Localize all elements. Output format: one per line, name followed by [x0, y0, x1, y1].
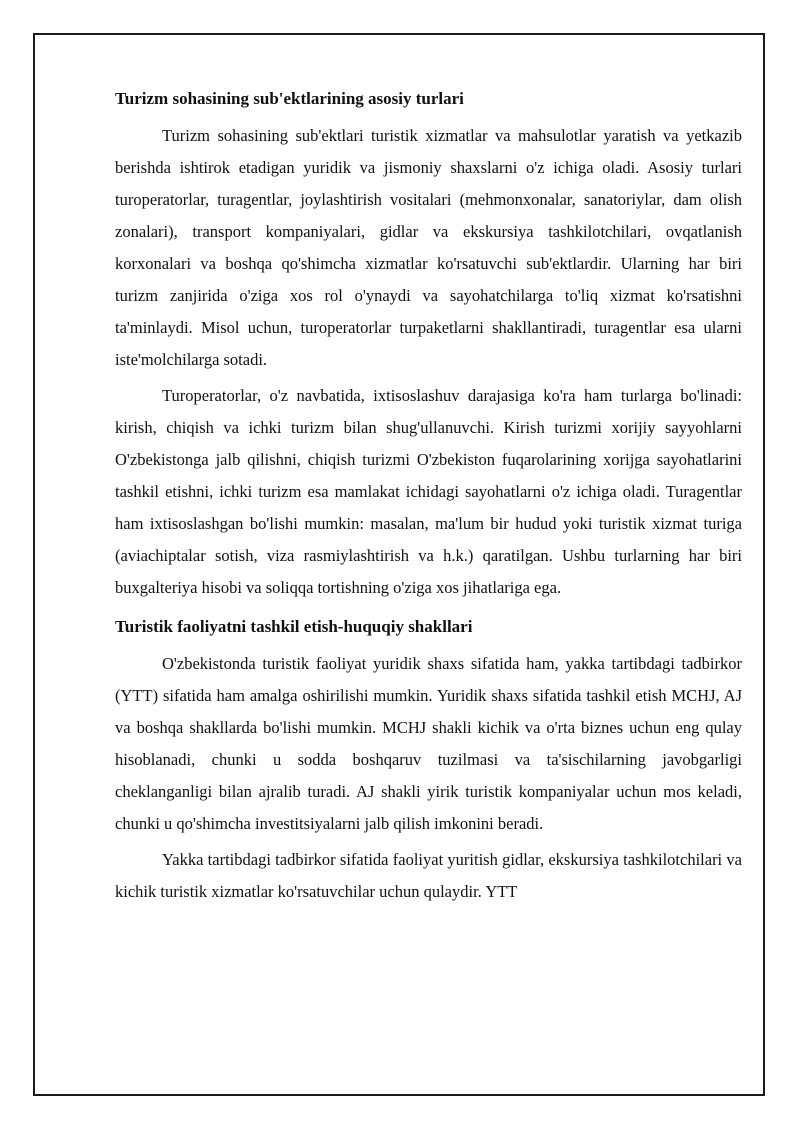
paragraph-individual-entrepreneur: Yakka tartibdagi tadbirkor sifatida faoliyat yuritish gidlar, ekskursiya tashkilotchilari va kichik turistik xizmatlar ko'rsatuvchilar uchun qulaydir. YTT — [115, 850, 742, 901]
section-heading-legal-forms: Turistik faoliyatni tashkil etish-huquqiy shakllari — [115, 617, 473, 636]
paragraph-tour-operator-specialization: Turoperatorlar, o'z navbatida, ixtisoslashuv darajasiga ko'ra ham turlarga bo'linadi: kirish, chiqish va ichki turizm bilan shug'ullanuvchi. Kirish turizmi xorijiy sayyohlarni O'zbekistonga jalb qilishni, chiqish turizmi O'zbekiston fuqarolarining xorijga sayohatlarini tashkil etishni, ichki turizm esa mamlakat ichidagi sayohatlarni o'z ichiga oladi. Turagentlar ham ixtisoslashgan bo'lishi mumkin: masalan, ma'lum bir hudud yoki turistik xizmat turiga (aviachiptalar sotish, viza rasmiylashtirish va h.k.) qaratilgan. Ushbu turlarning har biri buxgalteriya hisobi va soliqqa tortishning o'ziga xos jihatlariga ega. — [115, 386, 742, 597]
paragraph-legal-forms-intro: O'zbekistonda turistik faoliyat yuridik shaxs sifatida ham, yakka tartibdagi tadbirkor (YTT) sifatida ham amalga oshirilishi mumkin. Yuridik shaxs sifatida tashkil etish MCHJ, AJ va boshqa shakllarda bo'lishi mumkin. MCHJ shakli kichik va o'rta biznes uchun eng qulay hisoblanadi, chunki u sodda boshqaruv tuzilmasi va ta'sischilarning javobgarligi cheklanganligi bilan ajralib turadi. AJ shakli yirik turistik kompaniyalar uchun mos keladi, chunki u qo'shimcha investitsiyalarni jalb qilish imkonini beradi. — [115, 654, 742, 833]
document-body — [115, 86, 742, 912]
section-heading-subject-types: Turizm sohasining sub'ektlarining asosiy turlari — [115, 89, 464, 108]
paragraph-subject-types-intro: Turizm sohasining sub'ektlari turistik xizmatlar va mahsulotlar yaratish va yetkazib berishda ishtirok etadigan yuridik va jismoniy shaxslarni o'z ichiga oladi. Asosiy turlari turoperatorlar, turagentlar, joylashtirish vositalari (mehmonxonalar, sanatoriylar, dam olish zonalari), transport kompaniyalari, gidlar va ekskursiya tashkilotchilari, ovqatlanish korxonalari va boshqa qo'shimcha xizmatlar ko'rsatuvchi sub'ektlardir. Ularning har biri turizm zanjirida o'ziga xos rol o'ynaydi va sayohatchilarga to'liq xizmat ko'rsatishni ta'minlaydi. Misol uchun, turoperatorlar turpaketlarni shakllantiradi, turagentlar esa ularni iste'molchilarga sotadi. — [115, 126, 742, 369]
